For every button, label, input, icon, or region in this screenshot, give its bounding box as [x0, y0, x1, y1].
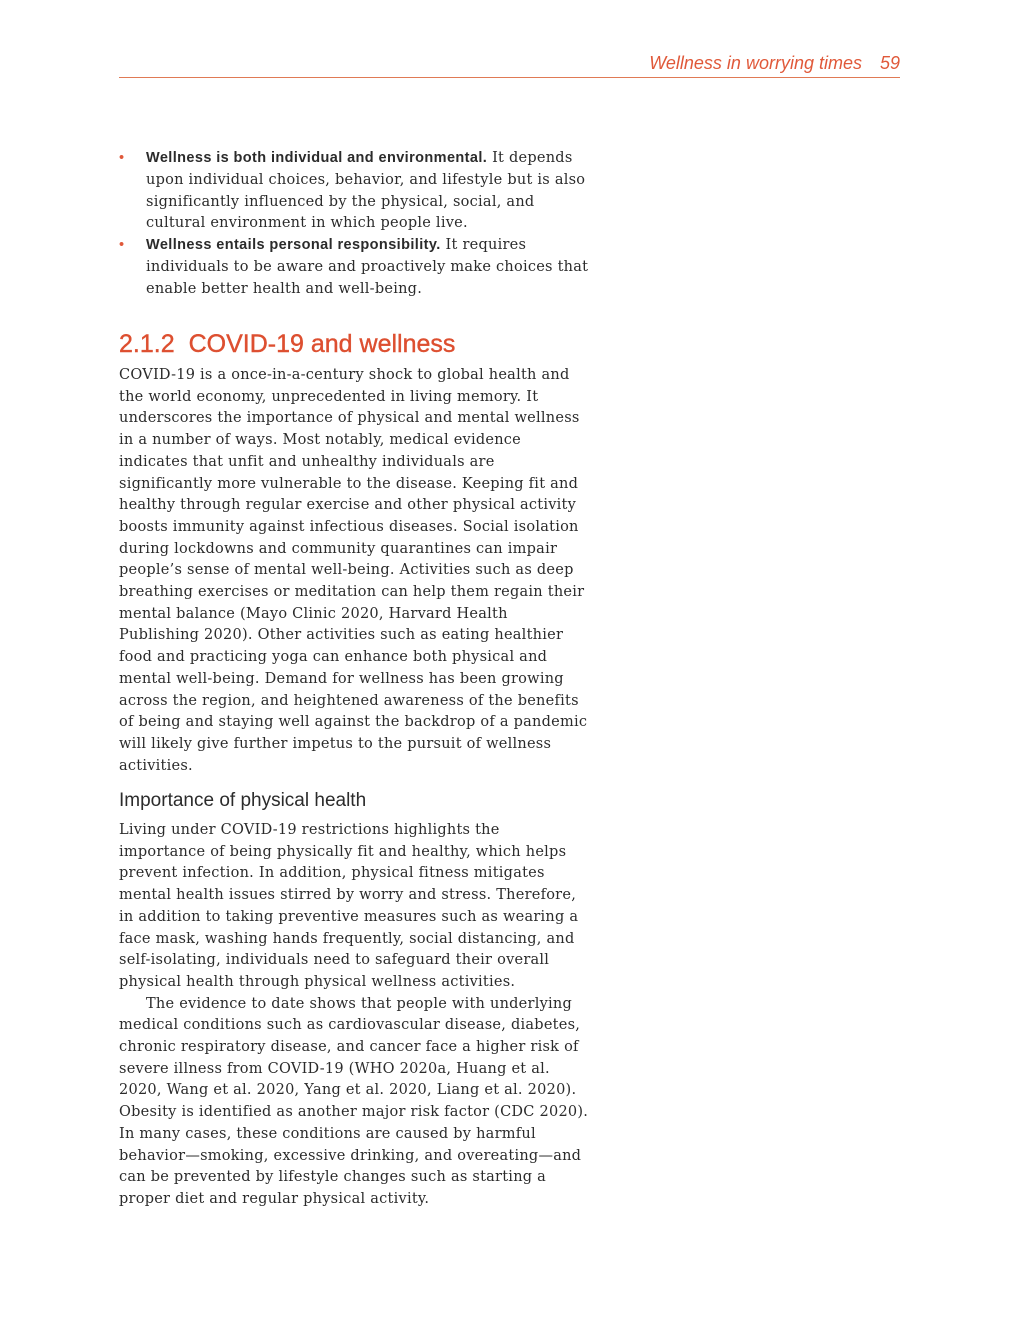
bullet-bold-lead: Wellness is both individual and environmental.: [146, 150, 488, 166]
running-title: Wellness in worrying times: [649, 53, 862, 73]
section-heading: [119, 330, 455, 359]
list-item: [119, 148, 589, 235]
section-paragraph: COVID-19 is a once-in-a-century shock to global health and the world economy, unprecedented in living memory. It underscores the importance of physical and mental wellness in a number of ways. Most notably, medical evidence indicates that unfit and unhealthy individuals are significantly more vulnerable to the disease. Keeping fit and healthy through regular exercise and other physical activity boosts immunity against infectious diseases. Social isolation during lockdowns and community quarantines can impair people’s sense of mental well-being. Activities such as deep breathing exercises or meditation can help them regain their mental balance (Mayo Clinic 2020, Harvard Health Publishing 2020). Other activities such as eating healthier food and practicing yoga can enhance both physical and mental well-being. Demand for wellness has been growing across the region, and heightened awareness of the benefits of being and staying well against the backdrop of a pandemic will likely give further impetus to the pursuit of wellness activities.: [119, 367, 588, 774]
subsection-paragraph-1: Living under COVID-19 restrictions highlights the importance of being physically fit and healthy, which helps prevent infection. In addition, physical fitness mitigates mental health issues stirred by worry and stress. Therefore, in addition to taking preventive measures such as wearing a face mask, washing hands frequently, social distancing, and self-isolating, individuals need to safeguard their overall physical health through physical wellness activities.: [119, 822, 579, 990]
bullet-text: It depends upon individual choices, behavior, and lifestyle but is also significantly influenced by the physical, social, and cultural environment in which people live.: [146, 150, 586, 232]
subsection-paragraph-2: The evidence to date shows that people with underlying medical conditions such as cardiovascular disease, diabetes, chronic respiratory disease, and cancer face a higher risk of severe illness from COVID-19 (WHO 2020a, Huang et al. 2020, Wang et al. 2020, Yang et al. 2020, Liang et al. 2020). Obesity is identified as another major risk factor (CDC 2020). In many cases, these conditions are caused by harmful behavior—smoking, excessive drinking, and overeating—and can be prevented by lifestyle changes such as starting a proper diet and regular physical activity.: [119, 995, 589, 1207]
subsection-heading: Importance of physical health: [119, 790, 367, 811]
subsection-body: [119, 820, 589, 1211]
list-item: [119, 235, 589, 300]
section-title: COVID-19 and wellness: [188, 330, 456, 358]
running-header: [119, 50, 900, 78]
section-body: [119, 365, 589, 777]
page-number: 59: [879, 53, 900, 73]
section-number: 2.1.2: [119, 330, 175, 358]
bullet-icon: •: [119, 150, 125, 166]
bullet-icon: •: [119, 237, 125, 254]
bullet-bold-lead: Wellness entails personal responsibility.: [146, 237, 441, 254]
bullet-text: It requires individuals to be aware and proactively make choices that enable better health and well-being.: [146, 237, 589, 297]
bullet-list: [119, 148, 589, 301]
